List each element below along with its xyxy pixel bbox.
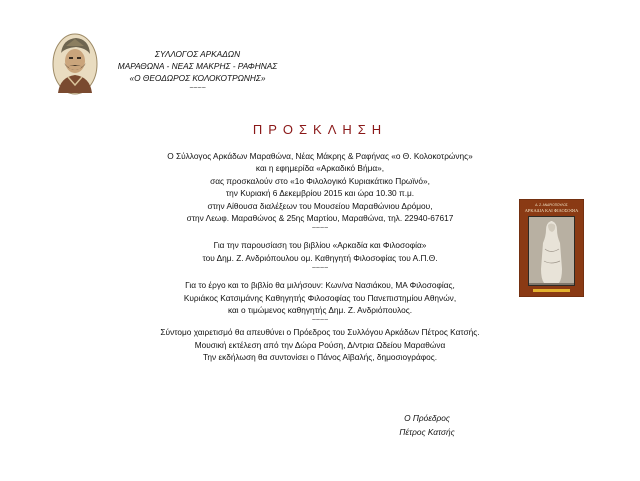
book-cover-image — [519, 199, 584, 297]
body-line: του Δημ. Ζ. Ανδριόπουλου ομ. Καθηγητή Φιλοσοφίας του Α.Π.Θ. — [202, 252, 438, 263]
invitation-title: ΠΡΟΣΚΛΗΣΗ — [252, 122, 388, 137]
wave-separator: ~~~~ — [189, 85, 206, 92]
signature-name: Πέτρος Κατσής — [399, 427, 455, 437]
body-line: στην Λεωφ. Μαραθώνος & 25ης Μαρτίου, Μαραθώνα, τηλ. 22940-67617 — [186, 213, 454, 224]
body-line: Ο Σύλλογος Αρκάδων Μαραθώνα, Νέας Μάκρης & Ραφήνας «ο Θ. Κολοκοτρώνης» — [167, 151, 473, 161]
association-line: «Ο ΘΕΟΔΩΡΟΣ ΚΟΛΟΚΟΤΡΩΝΗΣ» — [129, 73, 266, 83]
association-line: ΣΥΛΛΟΓΟΣ ΑΡΚΑΔΩΝ — [154, 49, 241, 59]
wave-separator: ~~~~ — [311, 317, 329, 325]
body-line: Την εκδήλωση θα συντονίσει ο Πάνος Αϊβαλής, δημοσιογράφος. — [202, 352, 438, 363]
signature-role: Ο Πρόεδρος — [404, 413, 450, 423]
wave-separator: ~~~~ — [311, 265, 329, 273]
body-line: Κυριάκος Κατσιμάνης Καθηγητής Φιλοσοφίας του Πανεπιστημίου Αθηνών, — [183, 292, 457, 303]
body-line: και ο τιμώμενος καθηγητής Δημ. Ζ. Ανδριόπουλος. — [227, 305, 413, 316]
wave-separator: ~~~~ — [311, 225, 329, 233]
body-line: Σύντομο χαιρετισμό θα απευθύνει ο Πρόεδρος του Συλλόγου Αρκάδων Πέτρος Κατσής. — [160, 327, 480, 338]
body-line: την Κυριακή 6 Δεκεμβρίου 2015 και ώρα 10.30 π.μ. — [225, 188, 415, 199]
body-line: Για το έργο και το βιβλίο θα μιλήσουν: Κων/να Νασιάκου, ΜΑ Φιλοσοφίας, — [185, 280, 455, 291]
body-line: στην Αίθουσα διαλέξεων του Μουσείου Μαραθώνιου Δρόμου, — [207, 200, 433, 211]
body-line: και η εφημερίδα «Αρκαδικό Βήμα», — [255, 163, 385, 174]
association-name — [95, 48, 300, 94]
book-author: Δ. Ζ. ΑΝΔΡΙΟΠΟΥΛΟΣ — [535, 203, 568, 207]
body-line: Μουσική εκτέλεση από την Δώρα Ρούση, Δ/ντρια Ωδείου Μαραθώνα — [194, 339, 446, 350]
association-line: ΜΑΡΑΘΩΝΑ - ΝΕΑΣ ΜΑΚΡΗΣ - ΡΑΦΗΝΑΣ — [117, 61, 278, 71]
book-title: ΑΡΚΑΔΙΑ ΚΑΙ ΦΙΛΟΣΟΦΙΑ — [524, 208, 579, 213]
kolokotronis-portrait-logo — [52, 33, 98, 95]
body-line: σας προσκαλούν στο «1ο Φιλολογικό Κυριακάτικο Πρωϊνό», — [210, 175, 430, 186]
body-line: Για την παρουσίαση του βιβλίου «Αρκαδία και Φιλοσοφία» — [213, 240, 427, 251]
